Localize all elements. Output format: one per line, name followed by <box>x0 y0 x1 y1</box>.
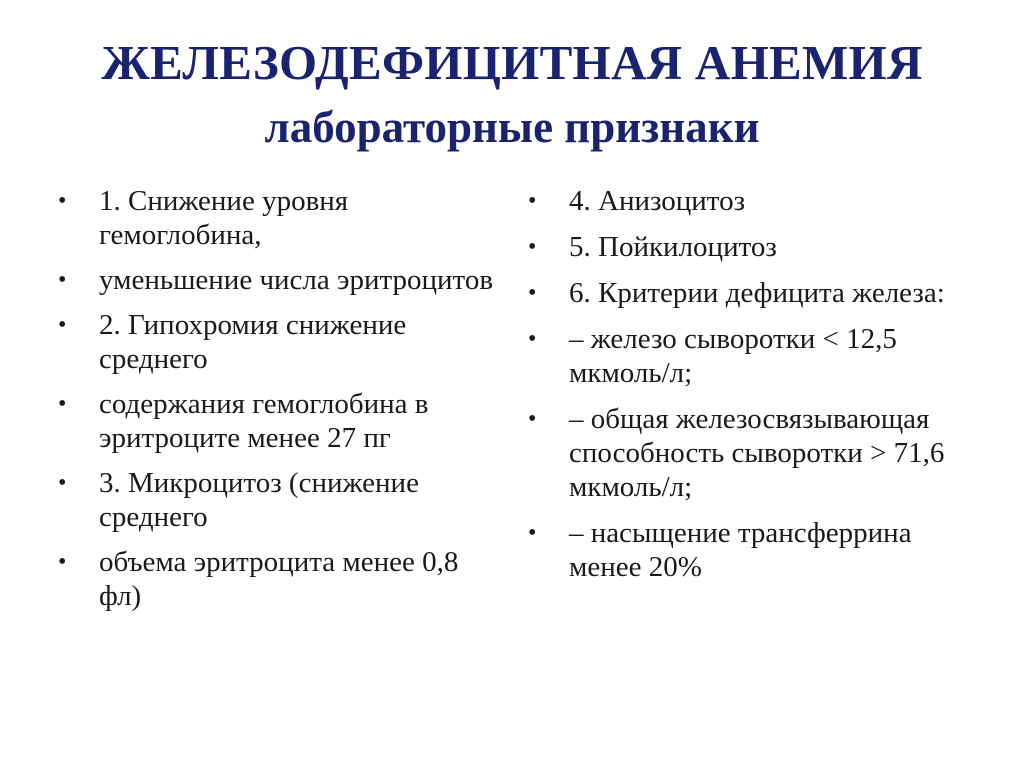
list-item <box>58 545 503 613</box>
list-item-text: уменьшение числа эритроцитов <box>99 264 494 296</box>
bullet-icon: • <box>528 520 537 546</box>
left-column-list <box>58 184 503 624</box>
list-item-text: объема эритроцита менее 0,8 фл) <box>99 546 459 612</box>
list-item <box>58 308 503 376</box>
bullet-icon: • <box>58 312 67 338</box>
right-column-list <box>528 184 968 596</box>
list-item-text: 1. Снижение уровня гемоглобина, <box>99 185 349 251</box>
list-item-text: 2. Гипохромия снижение среднего <box>99 309 407 375</box>
list-item-text: 5. Пойкилоцитоз <box>569 231 777 263</box>
list-item <box>528 516 968 584</box>
bullet-icon: • <box>528 280 537 306</box>
bullet-icon: • <box>58 470 67 496</box>
list-item <box>528 184 968 218</box>
bullet-icon: • <box>528 234 537 260</box>
list-item <box>528 276 968 310</box>
list-item <box>58 466 503 534</box>
list-item-text: 6. Критерии дефицита железа: <box>569 277 945 309</box>
bullet-icon: • <box>528 326 537 352</box>
list-item <box>528 402 968 504</box>
slide-subtitle: лабораторные признаки <box>264 102 760 152</box>
list-item-text: содержания гемоглобина в эритроците менее 27 пг <box>99 388 429 454</box>
list-item <box>58 387 503 455</box>
bullet-icon: • <box>528 406 537 432</box>
slide-title: ЖЕЛЕЗОДЕФИЦИТНАЯ АНЕМИЯ <box>101 35 923 90</box>
list-item-text: – насыщение трансферрина менее 20% <box>569 517 912 583</box>
list-item <box>528 322 968 390</box>
list-item <box>528 230 968 264</box>
list-item-text: – железо сыворотки < 12,5 мкмоль/л; <box>569 323 897 389</box>
bullet-icon: • <box>528 188 537 214</box>
list-item <box>58 184 503 252</box>
list-item-text: – общая железосвязывающая способность сыворотки > 71,6 мкмоль/л; <box>569 403 945 503</box>
bullet-icon: • <box>58 391 67 417</box>
list-item-text: 3. Микроцитоз (снижение среднего <box>99 467 419 533</box>
bullet-icon: • <box>58 267 67 293</box>
bullet-icon: • <box>58 549 67 575</box>
list-item <box>58 263 503 297</box>
bullet-icon: • <box>58 188 67 214</box>
list-item-text: 4. Анизоцитоз <box>569 185 746 217</box>
